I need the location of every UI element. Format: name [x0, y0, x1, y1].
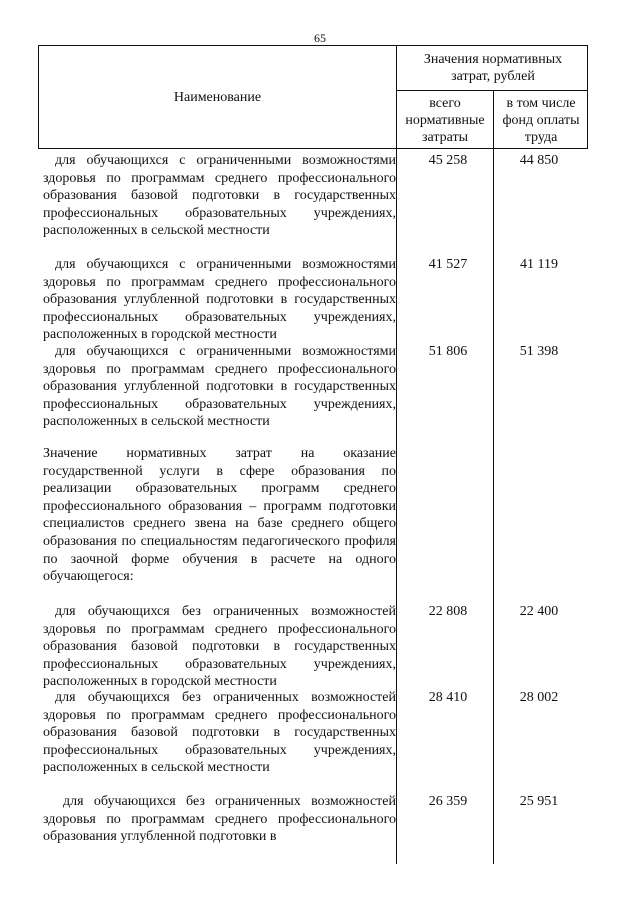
row-total: 45 258 — [428, 153, 468, 168]
row-wage: 51 398 — [519, 344, 559, 359]
row-name: для обучающихся с ограниченными возможностями здоровья по программам среднего профессионального образования углубленной подготовки в государственных профессиональных образовательных учреждениях, расположенных в городской местности — [43, 257, 396, 343]
section-heading: Значение нормативных затрат на оказание государственной услуги в сфере образования по реализации образовательных программ среднего профессионального образования – программ подготовки специалистов среднего звена на базе среднего общего образования по специальностям педагогического профиля по заочной форме обучения в расчете на одного обучающегося: — [43, 446, 396, 585]
row-wage: 41 119 — [520, 257, 558, 272]
row-wage: 28 002 — [519, 690, 559, 705]
page-number: 65 — [314, 31, 326, 45]
header-total: всего нормативные затраты — [405, 95, 485, 145]
row-name: для обучающихся без ограниченных возможностей здоровья по программам среднего профессионального образования базовой подготовки в государственных профессиональных образовательных учреждениях, расположенных в сельской местности — [43, 690, 396, 776]
row-total: 22 808 — [428, 604, 468, 619]
row-total: 28 410 — [428, 690, 468, 705]
header-wage: в том числе фонд оплаты труда — [502, 95, 580, 145]
row-name: для обучающихся без ограниченных возможностей здоровья по программам среднего профессионального образования базовой подготовки в государственных профессиональных образовательных учреждениях, расположенных в городской местности — [43, 604, 396, 690]
row-wage: 22 400 — [519, 604, 559, 619]
row-name: для обучающихся с ограниченными возможностями здоровья по программам среднего профессионального образования базовой подготовки в государственных профессиональных образовательных учреждениях, расположенных в сельской местности — [43, 153, 396, 239]
row-total: 51 806 — [428, 344, 468, 359]
row-name: для обучающихся без ограниченных возможностей здоровья по программам среднего профессионального образования углубленной подготовки в — [43, 794, 396, 845]
header-name: Наименование — [173, 89, 262, 105]
row-total: 41 527 — [428, 257, 468, 272]
row-total: 26 359 — [428, 794, 468, 809]
row-name: для обучающихся с ограниченными возможностями здоровья по программам среднего профессионального образования углубленной подготовки в государственных профессиональных образовательных учреждениях, расположенных в сельской местности — [43, 344, 396, 430]
table-header — [38, 45, 588, 149]
row-wage: 25 951 — [519, 794, 559, 809]
header-group: Значения нормативных затрат, рублей — [423, 52, 563, 84]
row-wage: 44 850 — [519, 153, 559, 168]
